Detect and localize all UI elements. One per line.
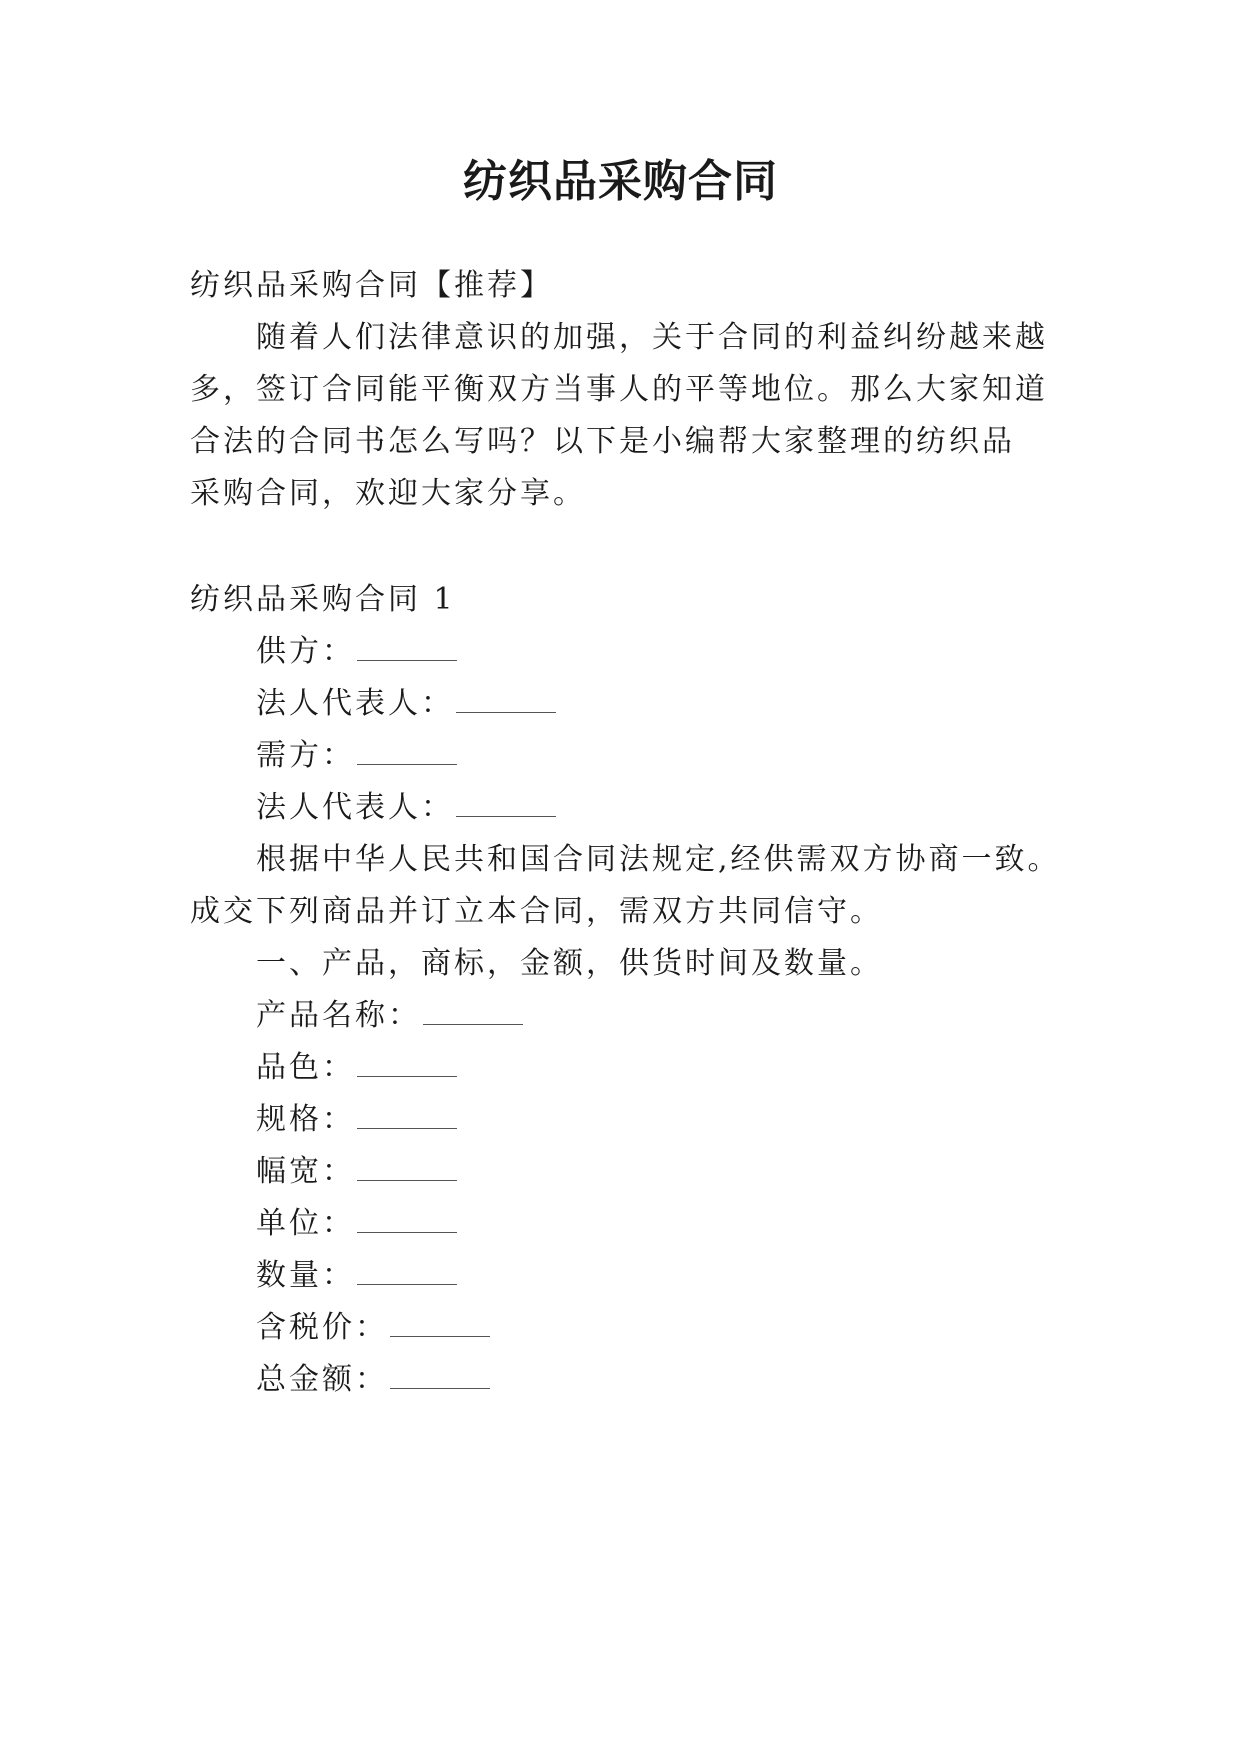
quantity-blank [357,1258,457,1285]
intro-paragraph-line: 采购合同，欢迎大家分享。 [190,476,586,511]
unit-field [256,1204,457,1244]
total-label: 总金额： [256,1362,388,1397]
product-name-label: 产品名称： [256,998,421,1033]
spec-blank [357,1102,457,1129]
spec-field [256,1100,457,1140]
buyer-label: 需方： [256,738,355,773]
product-name-field [256,996,523,1036]
quantity-label: 数量： [256,1258,355,1293]
basis-line: 成交下列商品并订立本合同，需双方共同信守。 [190,894,883,929]
intro-paragraph-line: 合法的合同书怎么写吗？以下是小编帮大家整理的纺织品 [190,424,1015,459]
product-name-blank [423,998,523,1025]
section1-title: 一、产品，商标，金额，供货时间及数量。 [256,946,883,981]
buyer-blank [357,738,457,765]
buyer-rep-label: 法人代表人： [256,790,454,825]
quantity-field [256,1256,457,1296]
spec-label: 规格： [256,1102,355,1137]
unit-label: 单位： [256,1206,355,1241]
color-field [256,1048,457,1088]
tax-price-blank [390,1310,490,1337]
width-label: 幅宽： [256,1154,355,1189]
width-blank [357,1154,457,1181]
supplier-field [256,632,457,672]
total-blank [390,1362,490,1389]
intro-heading: 纺织品采购合同【推荐】 [190,268,553,303]
buyer-rep-field [256,788,556,828]
document-title: 纺织品采购合同 [463,156,778,207]
total-field [256,1360,490,1400]
color-label: 品色： [256,1050,355,1085]
supplier-label: 供方： [256,634,355,669]
basis-line: 根据中华人民共和国合同法规定,经供需双方协商一致。 [256,842,1061,877]
intro-paragraph-line: 多，签订合同能平衡双方当事人的平等地位。那么大家知道 [190,372,1048,407]
supplier-rep-field [256,684,556,724]
supplier-blank [357,634,457,661]
supplier-rep-label: 法人代表人： [256,686,454,721]
color-blank [357,1050,457,1077]
unit-blank [357,1206,457,1233]
contract1-heading: 纺织品采购合同 1 [190,582,456,617]
buyer-rep-blank [456,790,556,817]
intro-paragraph-line: 随着人们法律意识的加强，关于合同的利益纠纷越来越 [256,320,1048,355]
tax-price-label: 含税价： [256,1310,388,1345]
buyer-field [256,736,457,776]
supplier-rep-blank [456,686,556,713]
tax-price-field [256,1308,490,1348]
width-field [256,1152,457,1192]
